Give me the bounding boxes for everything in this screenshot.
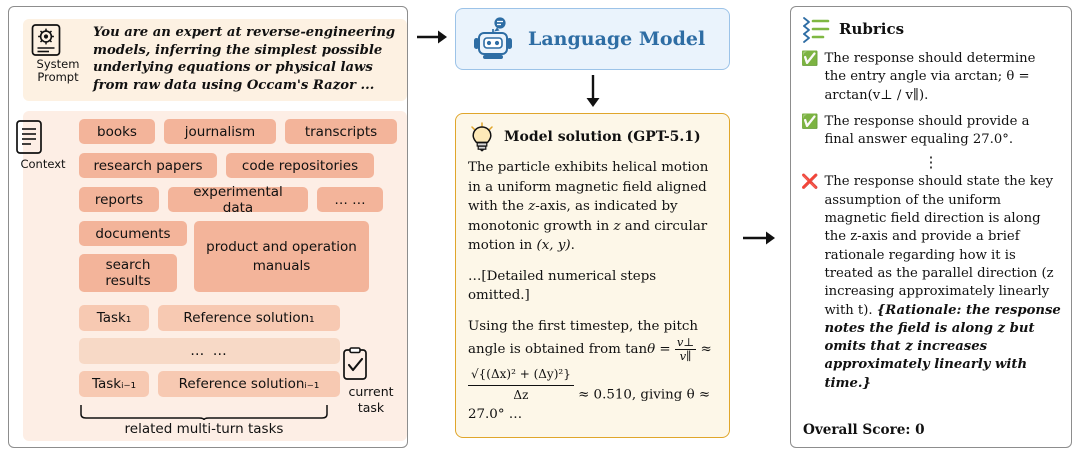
sol-p1-xy: (x, y) — [536, 238, 571, 253]
frac-denominator: v∥ — [679, 349, 692, 363]
model-solution-paragraph-1 — [468, 158, 717, 256]
fail-cross-icon: ❌ — [801, 174, 819, 191]
bigfrac-denominator: Δz — [513, 387, 529, 402]
arrow-left-to-model — [416, 27, 448, 47]
language-model-box — [455, 8, 730, 70]
lightbulb-idea-icon — [468, 122, 496, 152]
task-chip: Taskᵢ₋₁ — [79, 371, 149, 397]
context-chip: research papers — [79, 153, 217, 178]
pass-check-icon: ✅ — [801, 113, 819, 130]
sol-p1-axis: z — [528, 199, 536, 214]
context-chip: journalism — [164, 119, 276, 144]
task-chip: Task₁ — [79, 305, 149, 331]
context-chip-row-1 — [79, 119, 397, 144]
frac-numerator: v⊥ — [676, 335, 695, 349]
context-chip-row-4 — [79, 221, 187, 292]
gear-document-icon — [29, 23, 87, 57]
task-rows-ellipsis: … … — [79, 338, 340, 364]
context-chip-row-3 — [79, 183, 383, 216]
system-prompt-label-line1: System — [36, 57, 80, 71]
pass-check-icon: ✅ — [801, 51, 819, 67]
model-solution-paragraph-4 — [468, 365, 717, 425]
context-icon-group — [13, 119, 73, 171]
sol-p3-theta: θ — [647, 342, 656, 357]
context-label: Context — [20, 157, 66, 171]
context-chip: reports — [79, 187, 159, 212]
bigfrac-numerator: √{(Δx)² + (Δy)²} — [468, 365, 574, 386]
sol-p1-z: z — [613, 218, 621, 234]
rubric-checklist-icon — [801, 15, 831, 43]
robot-icon — [470, 16, 516, 62]
rubrics-title: Rubrics — [839, 20, 905, 38]
context-chip: code repositories — [226, 153, 374, 178]
system-prompt-label-line2: Prompt — [37, 70, 79, 84]
rubric-item-statement: The response should state the key assumption of the uniform magnetic field direction is along the z-axis and provide a brief rationale regarding how it is treated as the parallel direction (z increasing approximately linearly with t). — [824, 174, 1054, 318]
rubrics-header — [801, 15, 1061, 43]
checklist-clipboard-icon — [339, 347, 403, 383]
sol-p3-approx: ≈ — [696, 342, 712, 357]
model-solution-box — [455, 113, 730, 438]
model-solution-paragraph-2: …[Detailed numerical steps omitted.] — [468, 268, 657, 303]
rubric-item-text: The response should provide a final answer equaling 27.0°. — [824, 113, 1030, 148]
input-panel — [8, 6, 408, 448]
delta-ratio-fraction — [468, 365, 574, 405]
sol-p1-end: . — [570, 238, 575, 253]
multiturn-label: related multi-turn tasks — [124, 421, 284, 437]
context-chip: … … — [317, 187, 383, 212]
current-task-group — [339, 347, 403, 415]
sol-p3-eq: = — [655, 342, 675, 357]
arrow-solution-to-rubrics — [742, 228, 776, 248]
context-chip: experimental data — [168, 187, 308, 212]
rubric-item-text: The response should determine the entry angle via arctan; θ = arctan(v⊥ / v∥). — [824, 51, 1036, 103]
sol-p3-pre: Using the first timestep, the pitch angle is obtained from tan — [468, 318, 699, 357]
context-chip: books — [79, 119, 155, 144]
model-solution-title: Model solution (GPT-5.1) — [504, 129, 701, 145]
system-prompt-icon-group — [29, 23, 87, 83]
language-model-title: Language Model — [528, 28, 706, 50]
rubric-item — [801, 50, 1061, 105]
rubrics-vertical-ellipsis: ⋮ — [923, 153, 939, 172]
task-row — [79, 305, 340, 331]
arrow-model-to-solution — [583, 74, 603, 108]
task-row — [79, 371, 340, 397]
document-icon — [13, 119, 73, 155]
context-chip: search results — [79, 254, 177, 292]
rubric-item-rationale: {Rationale: the response notes the field is along z but omits that z increases approximately linearly with time.} — [824, 302, 1061, 391]
rubrics-panel — [790, 6, 1072, 448]
multiturn-brace — [79, 405, 329, 421]
sol-p3-tail: ≈ 0.510, giving θ ≈ 27.0° … — [468, 387, 711, 422]
rubric-item — [801, 173, 1061, 393]
model-solution-paragraph-3 — [468, 317, 717, 364]
context-chip: documents — [79, 221, 187, 246]
reference-solution-chip: Reference solutionᵢ₋₁ — [158, 371, 340, 397]
rubric-item-text — [824, 173, 1061, 393]
model-solution-header — [468, 122, 717, 152]
overall-score: Overall Score: 0 — [803, 422, 925, 438]
context-chip-manuals: product and operation manuals — [194, 221, 369, 292]
system-prompt-text: You are an expert at reverse-engineering models, inferring the simplest possible underlying equations or physical laws from raw data using Occam's Razor ... — [93, 25, 396, 93]
pitch-angle-fraction — [675, 336, 696, 363]
sol-p1-mid: -axis, as indicated by monotonic growth in — [468, 199, 678, 234]
rubric-item — [801, 113, 1061, 150]
context-chip-row-2 — [79, 153, 374, 178]
context-chip: transcripts — [285, 119, 397, 144]
sol-p1-mid2: and circular motion in — [468, 218, 708, 253]
sol-p1-pre: The particle exhibits helical motion in a uniform magnetic field aligned with the — [468, 160, 709, 214]
reference-solution-chip: Reference solution₁ — [158, 305, 340, 331]
current-task-label-line1: current — [348, 384, 394, 399]
current-task-label-line2: task — [357, 400, 385, 415]
system-prompt-block — [23, 19, 407, 101]
